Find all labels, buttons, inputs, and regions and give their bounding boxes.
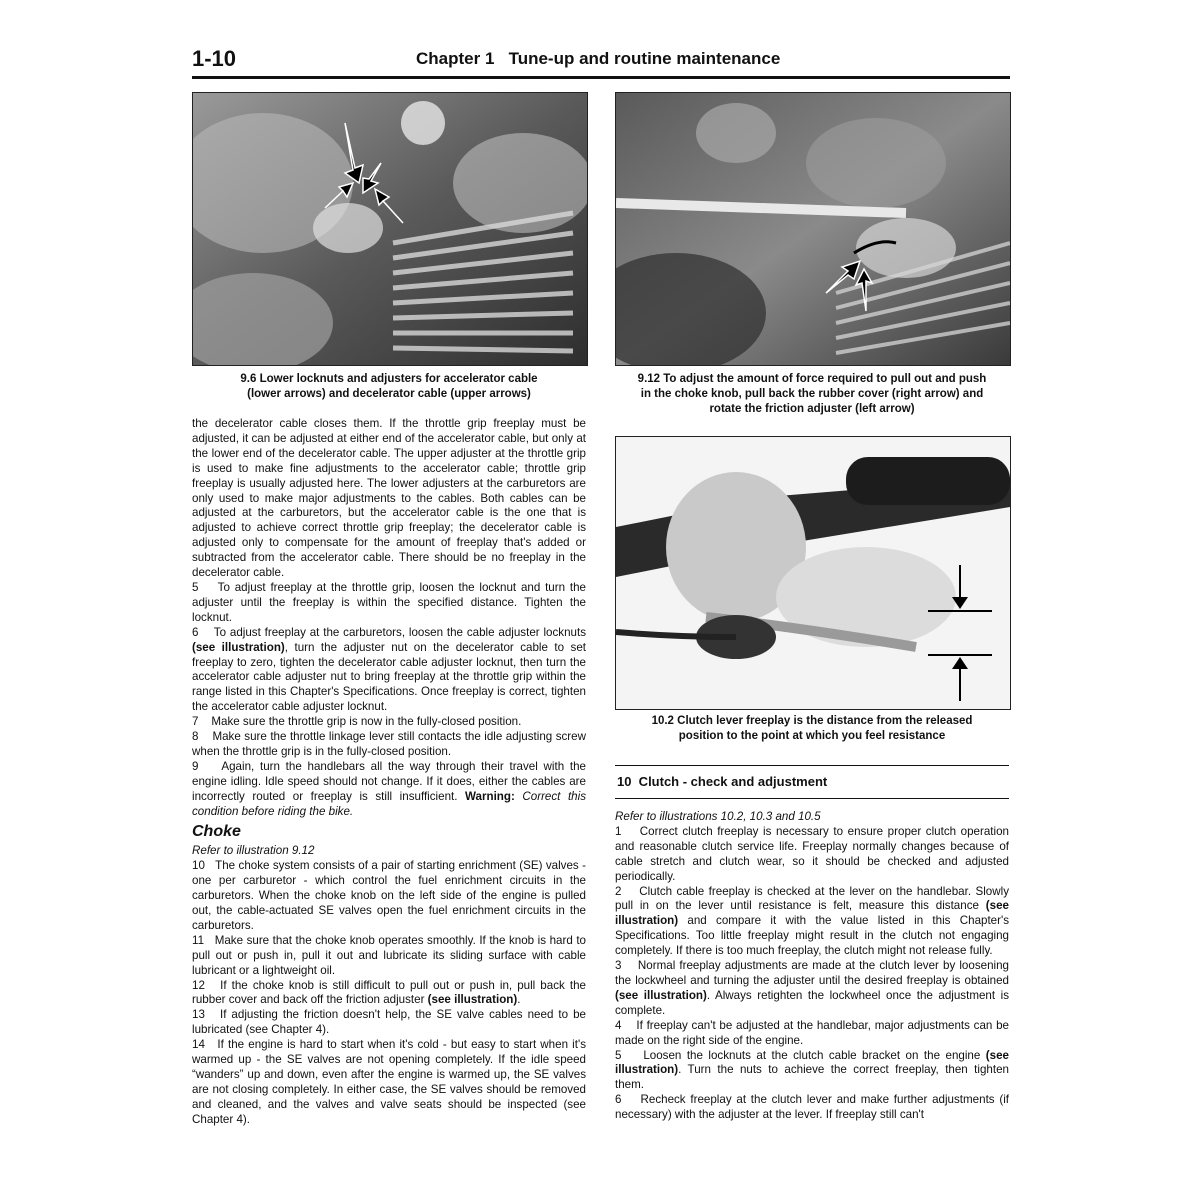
paragraph-12: 12 If the choke knob is still difficult to pull out or push in, pull back the rubber cover and back off the friction adjuster (see illustration). <box>192 978 586 1007</box>
figure-10-2-caption-line2: position to the point at which you feel resistance <box>678 730 946 742</box>
figure-9-12-caption-line1: 9.12 To adjust the amount of force required to pull out and push <box>637 373 987 385</box>
figure-9-12-caption-line2: in the choke knob, pull back the rubber cover (right arrow) and <box>640 388 984 400</box>
paragraph-intro: the decelerator cable closes them. If the throttle grip freeplay must be adjusted, it can be adjusted at either end of the accelerator cable, but only at the lower end of the decelerator cable. The upper adjuster at the throttle grip is used to make fine adjustments to the accelerator cable; throttle grip freeplay is usually adjusted here. The lower adjusters at the carburetors are only used to make major adjustments to the cables. Both cables can be adjusted at the carburetors, but the accelerator cable is the one that is adjusted to achieve correct throttle grip freeplay; the decelerator cable is adjusted only to compensate for the amount of freeplay that's added or subtracted from the accelerator cable. There should be no freeplay in the decelerator cable. <box>192 417 586 580</box>
paragraph-14: 14 If the engine is hard to start when it's cold - but easy to start when it's warmed up - the SE valves are not opening completely. If the idle speed “wanders” up and down, even after the engine is warmed up, the SE valves are not closing completely. In either case, the SE valves should be removed and cleaned, and the valves and valve seats should be inspected (see Chapter 4). <box>192 1038 586 1126</box>
clutch-paragraph-1: 1 Correct clutch freeplay is necessary to ensure proper clutch operation and reasonable clutch service life. Freeplay normally changes because of cable stretch and clutch wear, so it should be checked and adjusted periodically. <box>615 824 1009 883</box>
left-column <box>192 417 586 1128</box>
choke-reference: Refer to illustration 9.12 <box>192 844 315 858</box>
paragraph-5: 5 To adjust freeplay at the throttle grip, loosen the locknut and turn the adjuster until the freeplay is within the specified distance. Tighten the locknut. <box>192 580 586 624</box>
figure-9-6-caption-line1: 9.6 Lower locknuts and adjusters for accelerator cable <box>240 373 538 385</box>
figure-9-12-photo <box>615 92 1011 366</box>
paragraph-10: 10 The choke system consists of a pair of starting enrichment (SE) valves - one per carburetor - which control the fuel enrichment circuits in the carburetors. When the choke knob on the left side of the engine is pulled out, the cable-actuated SE valves open the fuel enrichment circuits in the carburetors. <box>192 859 586 932</box>
header-rule <box>192 76 1010 79</box>
section-rule-bottom <box>615 798 1009 799</box>
figure-9-12-caption-line3: rotate the friction adjuster (left arrow) <box>709 403 915 415</box>
figure-10-2-photo <box>615 436 1011 710</box>
clutch-section-heading: 10 Clutch - check and adjustment <box>617 774 828 789</box>
clutch-paragraph-5: 5 Loosen the locknuts at the clutch cable bracket on the engine (see illustration). Turn the nuts to achieve the correct freeplay, then tighten them. <box>615 1048 1009 1092</box>
paragraph-11: 11 Make sure that the choke knob operates smoothly. If the knob is hard to pull out or push in, pull it out and lubricate its sliding surface with cable lubricant or a lightweight oil. <box>192 933 586 977</box>
figure-9-6-caption-line2: (lower arrows) and decelerator cable (upper arrows) <box>247 388 531 400</box>
page-number: 1-10 <box>192 46 237 71</box>
clutch-reference: Refer to illustrations 10.2, 10.3 and 10.5 <box>615 810 821 823</box>
clutch-paragraph-4: 4 If freeplay can't be adjusted at the handlebar, major adjustments can be made on the right side of the engine. <box>615 1018 1009 1047</box>
paragraph-9: 9 Again, turn the handlebars all the way through their travel with the engine idling. Idle speed should not change. If it does, either the cables are incorrectly routed or freeplay is still insufficient. Warning: Correct this condition before riding the bike. <box>192 759 587 818</box>
paragraph-6: 6 To adjust freeplay at the carburetors, loosen the cable adjuster locknuts (see illustration), turn the adjuster nut on the decelerator cable to set freeplay to zero, tighten the decelerator cable adjuster locknut, then turn the accelerator cable adjuster nut to bring freeplay at the throttle grip within the range listed in this Chapter's Specifications. Once freeplay is correct, tighten the accelerator cable adjuster locknut. <box>192 625 586 714</box>
clutch-paragraph-6: 6 Recheck freeplay at the clutch lever and make further adjustments (if necessary) with the adjuster at the lever. If freeplay still can't <box>615 1093 1010 1122</box>
clutch-paragraph-3: 3 Normal freeplay adjustments are made at the clutch lever by loosening the lockwheel and turning the adjuster until the desired freeplay is obtained (see illustration). Always retighten the lockwheel once the adjustment is complete. <box>615 959 1010 1017</box>
paragraph-13: 13 If adjusting the friction doesn't help, the SE valve cables need to be lubricated (see Chapter 4). <box>192 1008 586 1037</box>
figure-10-2-caption-line1: 10.2 Clutch lever freeplay is the distance from the released <box>651 715 973 727</box>
right-column <box>615 810 1009 1123</box>
paragraph-8: 8 Make sure the throttle linkage lever still contacts the idle adjusting screw when the throttle grip is in the fully-closed position. <box>192 730 586 758</box>
choke-heading: Choke <box>192 823 241 841</box>
figure-9-6-photo <box>192 92 588 366</box>
paragraph-7: 7 Make sure the throttle grip is now in the fully-closed position. <box>192 715 522 729</box>
section-rule-top <box>615 765 1009 766</box>
chapter-title: Chapter 1 Tune-up and routine maintenance <box>416 49 781 68</box>
clutch-paragraph-2: 2 Clutch cable freeplay is checked at the lever on the handlebar. Slowly pull in on the lever until resistance is felt, measure this distance (see illustration) and compare it with the value listed in this Chapter's Specifications. Too little freeplay might result in the clutch not engaging completely. If there is too much freeplay, the clutch might not release fully. <box>615 884 1009 958</box>
